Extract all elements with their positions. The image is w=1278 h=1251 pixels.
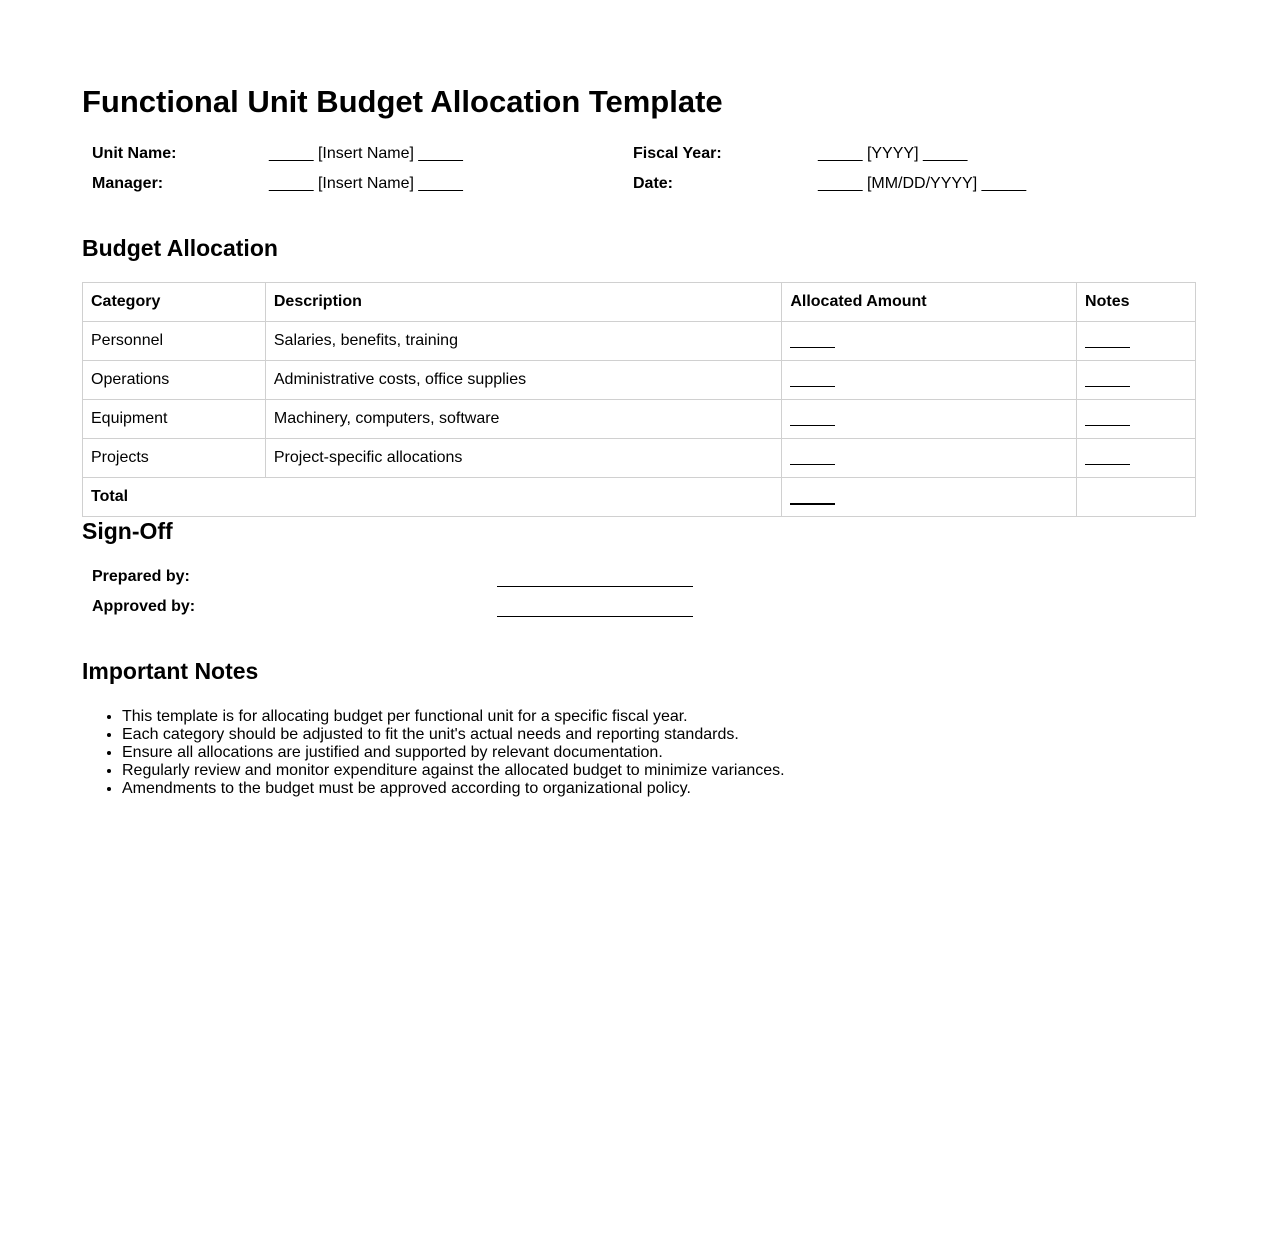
- signoff-heading: Sign-Off: [82, 518, 173, 544]
- list-item: • Amendments to the budget must be approved according to organizational policy.: [122, 780, 785, 798]
- notes-cell[interactable]: [1077, 322, 1196, 361]
- table-row: [83, 322, 1196, 361]
- unit-name-label: Unit Name:: [92, 145, 177, 162]
- meta-block: [82, 145, 1196, 205]
- amount-cell[interactable]: [782, 400, 1077, 439]
- notes-cell[interactable]: [1077, 439, 1196, 478]
- header-allocated-amount: Allocated Amount: [782, 283, 1077, 322]
- total-amount-cell[interactable]: [782, 478, 1077, 517]
- list-item: • Regularly review and monitor expenditure against the allocated budget to minimize variances.: [122, 762, 785, 780]
- header-notes: Notes: [1077, 283, 1196, 322]
- amount-blank[interactable]: [790, 333, 835, 348]
- amount-cell[interactable]: [782, 322, 1077, 361]
- date-label: Date:: [633, 175, 674, 192]
- notes-cell[interactable]: [1077, 400, 1196, 439]
- prepared-by-label: Prepared by:: [92, 568, 190, 585]
- list-item: • Each category should be adjusted to fit the unit's actual needs and reporting standards.: [122, 726, 785, 744]
- amount-cell[interactable]: [782, 439, 1077, 478]
- prepared-row: [82, 568, 1196, 598]
- fiscal-year-field[interactable]: _____ [YYYY] _____: [818, 145, 968, 162]
- amount-blank[interactable]: [790, 450, 835, 465]
- approved-by-line[interactable]: [497, 616, 693, 617]
- table-row: [83, 400, 1196, 439]
- budget-table: [82, 282, 1196, 517]
- notes-blank[interactable]: [1085, 372, 1130, 387]
- notes-blank[interactable]: [1085, 450, 1130, 465]
- notes-cell[interactable]: [1077, 361, 1196, 400]
- notes-list: [82, 708, 785, 798]
- total-amount-blank[interactable]: [790, 489, 835, 505]
- amount-cell[interactable]: [782, 361, 1077, 400]
- manager-label: Manager:: [92, 175, 164, 192]
- table-row: [83, 361, 1196, 400]
- category-cell: Operations: [83, 361, 266, 400]
- header-description: Description: [265, 283, 781, 322]
- meta-row-manager: [82, 175, 1196, 205]
- signoff-block: [82, 568, 1196, 628]
- approved-by-label: Approved by:: [92, 598, 196, 615]
- total-notes-cell: [1077, 478, 1196, 517]
- description-cell: Administrative costs, office supplies: [265, 361, 781, 400]
- total-row: [83, 478, 1196, 517]
- description-cell: Salaries, benefits, training: [265, 322, 781, 361]
- prepared-by-line[interactable]: [497, 586, 693, 587]
- notes-blank[interactable]: [1085, 333, 1130, 348]
- category-cell: Personnel: [83, 322, 266, 361]
- unit-name-field[interactable]: _____ [Insert Name] _____: [269, 145, 463, 162]
- category-cell: Equipment: [83, 400, 266, 439]
- budget-heading: Budget Allocation: [82, 235, 278, 261]
- list-item: • Ensure all allocations are justified and supported by relevant documentation.: [122, 744, 785, 762]
- manager-field[interactable]: _____ [Insert Name] _____: [269, 175, 463, 192]
- description-cell: Project-specific allocations: [265, 439, 781, 478]
- meta-row-unit: [82, 145, 1196, 175]
- amount-blank[interactable]: [790, 372, 835, 387]
- category-cell: Projects: [83, 439, 266, 478]
- notes-blank[interactable]: [1085, 411, 1130, 426]
- fiscal-year-label: Fiscal Year:: [633, 145, 722, 162]
- total-label: Total: [83, 478, 782, 517]
- list-item: • This template is for allocating budget per functional unit for a specific fiscal year.: [122, 708, 785, 726]
- header-category: Category: [83, 283, 266, 322]
- table-row: [83, 439, 1196, 478]
- page-title: Functional Unit Budget Allocation Template: [82, 84, 723, 119]
- description-cell: Machinery, computers, software: [265, 400, 781, 439]
- table-header-row: [83, 283, 1196, 322]
- amount-blank[interactable]: [790, 411, 835, 426]
- approved-row: [82, 598, 1196, 628]
- date-field[interactable]: _____ [MM/DD/YYYY] _____: [818, 175, 1027, 192]
- notes-heading: Important Notes: [82, 658, 259, 684]
